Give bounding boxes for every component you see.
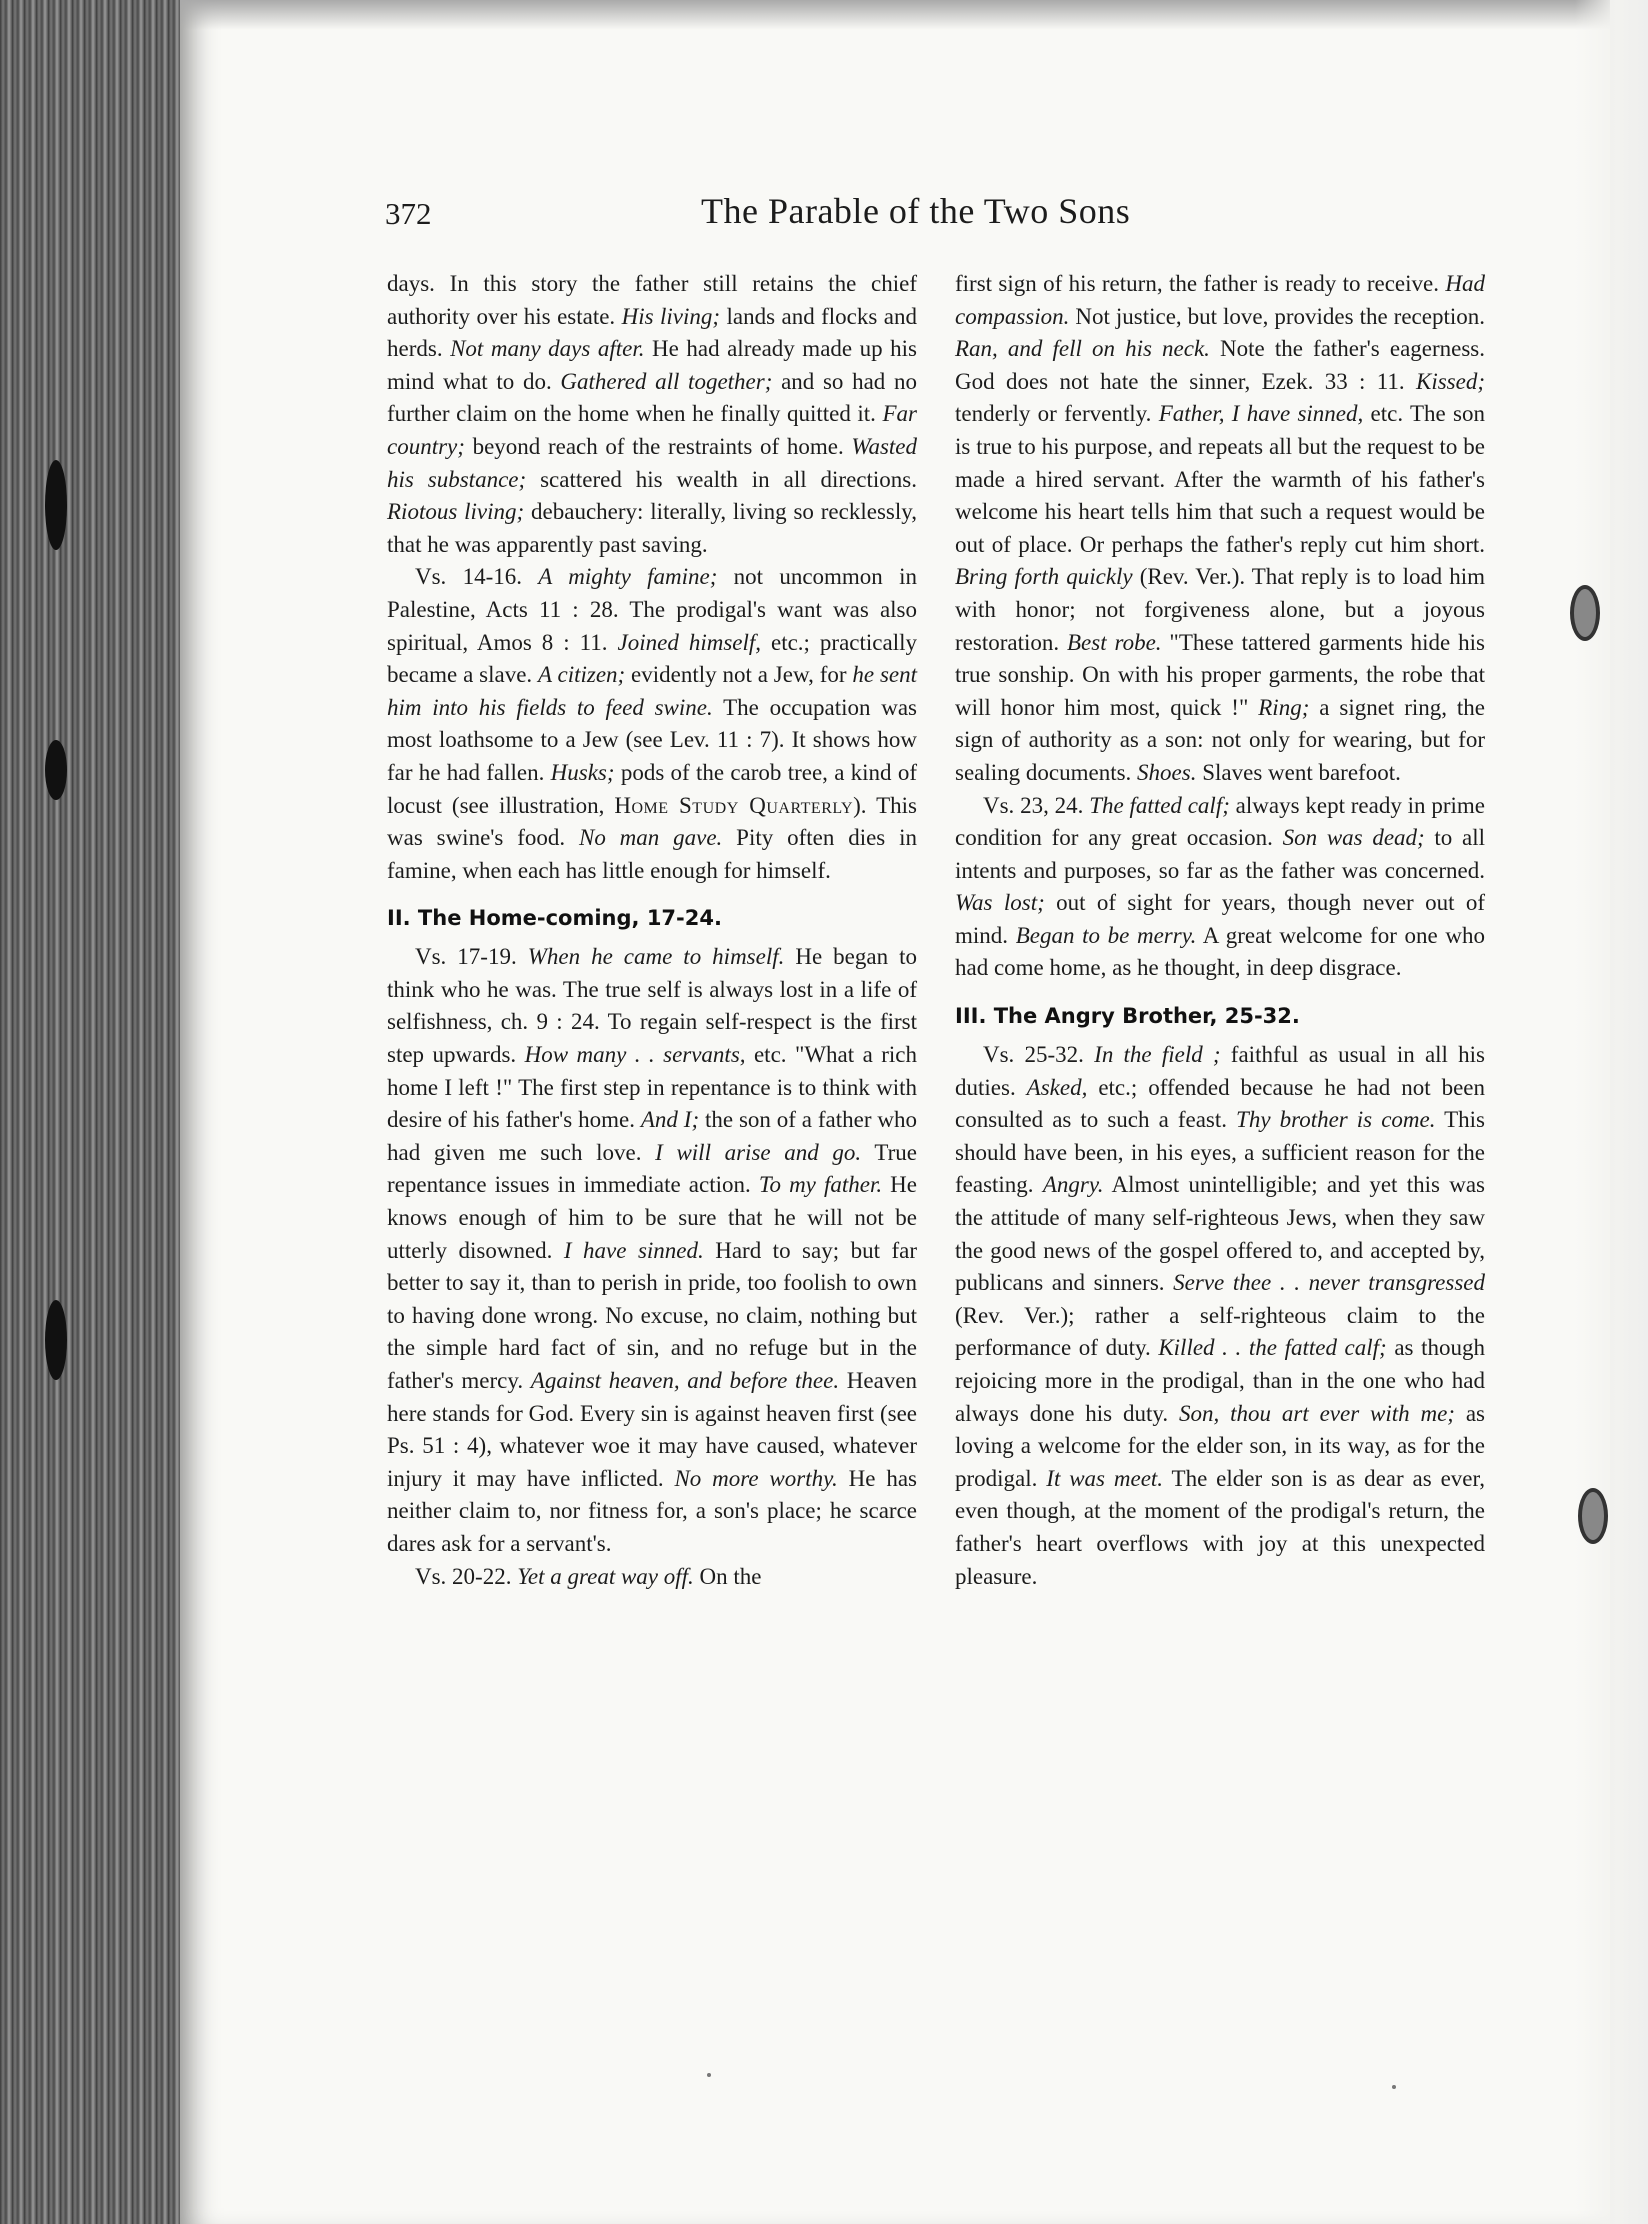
paragraph: Vs. 23, 24. The fatted calf; always kept ready in prime condition for any great occasion. Son was dead; to all intents and purposes, so far as the father was concerned. Was lost; out of sight for years, though never out of mind. Began to be merry. A great welcome for one who had come home, as he thought, in deep disgrace. — [955, 792, 1485, 981]
paragraph: Vs. 25-32. In the field ; faithful as usual in all his duties. Asked, etc.; offended because he had not been consulted as to such a feast. Thy brother is come. This should have been, in his eyes, a sufficient reason for the feasting. Angry. Almost unintelligible; and yet this was the attitude of many self-righteous Jews, when they saw the good news of the gospel offered to, and accepted by, publicans and sinners. Serve thee . . never transgressed (Rev. Ver.); rather a self-righteous claim to the performance of duty. Killed . . the fatted calf; as though rejoicing more in the prodigal, than in the one who had always done his duty. Son, thou art ever with me; as loving a welcome for the elder son, in its way, as for the prodigal. It was meet. The elder son is as dear as ever, even though, at the moment of the prodigal's return, the father's heart overflows with joy at this unexpected pleasure. — [955, 1042, 1486, 1589]
paragraph: Vs. 14-16. A mighty famine; not uncommon in Palestine, Acts 11 : 28. The prodigal's want was also spiritual, Amos 8 : 11. Joined himself, etc.; practically became a slave. A citizen; evidently not a Jew, for he sent him into his fields to feed swine. The occupation was most loathsome to a Jew (see Lev. 11 : 7). It shows how far he had fallen. Husks; pods of the carob tree, a kind of locust (see illustration, Home Study Quarterly). This was swine's food. No man gave. Pity often dies in famine, when each has little enough for himself. — [387, 564, 917, 883]
section-heading: II. The Home-coming, 17-24. — [387, 906, 722, 931]
binder-hole — [1578, 1488, 1608, 1544]
running-title: The Parable of the Two Sons — [701, 191, 1131, 231]
right-column — [955, 268, 1485, 1593]
section-heading: III. The Angry Brother, 25-32. — [955, 1004, 1300, 1029]
paragraph: days. In this story the father still retains the chief authority over his estate. His living; lands and flocks and herds. Not many days after. He had already made up his mind what to do. Gathered all together; and so had no further claim on the home when he finally quitted it. Far country; beyond reach of the restraints of home. Wasted his substance; scattered his wealth in all directions. Riotous living; debauchery: literally, living so recklessly, that he was apparently past saving. — [387, 271, 917, 557]
page-number: 372 — [385, 196, 432, 231]
page-header — [385, 191, 1485, 246]
paper-speck — [1392, 2085, 1396, 2089]
book-page-edges — [0, 0, 200, 2224]
binding-mark — [45, 1300, 67, 1380]
paragraph: first sign of his return, the father is ready to receive. Had compassion. Not justice, but love, provides the reception. Ran, and fell on his neck. Note the father's eagerness. God does not hate the sinner, Ezek. 33 : 11. Kissed; tenderly or fervently. Father, I have sinned, etc. The son is true to his purpose, and repeats all but the request to be made a hired servant. After the warmth of his father's welcome his heart tells him that such a request would be out of place. Or perhaps the father's reply cut him short. Bring forth quickly (Rev. Ver.). That reply is to load him with honor; not forgiveness alone, but a joyous restoration. Best robe. "These tattered garments hide his true sonship. On with his proper garments, the robe that will honor him most, quick !" Ring; a signet ring, the sign of authority as a son: not only for wearing, but for sealing documents. Shoes. Slaves went barefoot. — [955, 271, 1486, 785]
binder-hole — [1570, 585, 1600, 641]
paragraph: Vs. 17-19. When he came to himself. He began to think who he was. The true self is always lost in a life of selfishness, ch. 9 : 24. To regain self-respect is the first step upwards. How many . . servants, etc. "What a rich home I left !" The first step in repentance is to think with desire of his father's home. And I; the son of a father who had given me such love. I will arise and go. True repentance issues in immediate action. To my father. He knows enough of him to be sure that he will not be utterly disowned. I have sinned. Hard to say; but far better to say it, than to perish in pride, too foolish to own to having done wrong. No excuse, no claim, nothing but the simple hard fact of sin, and no refuge but in the father's mercy. Against heaven, and before thee. Heaven here stands for God. Every sin is against heaven first (see Ps. 51 : 4), whatever woe it may have caused, whatever injury it may have inflicted. No more worthy. He has neither claim to, nor fitness for, a son's place; he scarce dares ask for a servant's. — [387, 944, 917, 1556]
paper-speck — [707, 2073, 711, 2077]
paragraph: Vs. 20-22. Yet a great way off. On the — [415, 1563, 762, 1589]
binding-mark — [45, 740, 67, 800]
left-column — [387, 268, 917, 1593]
binding-mark — [45, 460, 67, 550]
page-top-shadow — [180, 0, 1610, 30]
page-right-shade — [1575, 0, 1648, 2224]
